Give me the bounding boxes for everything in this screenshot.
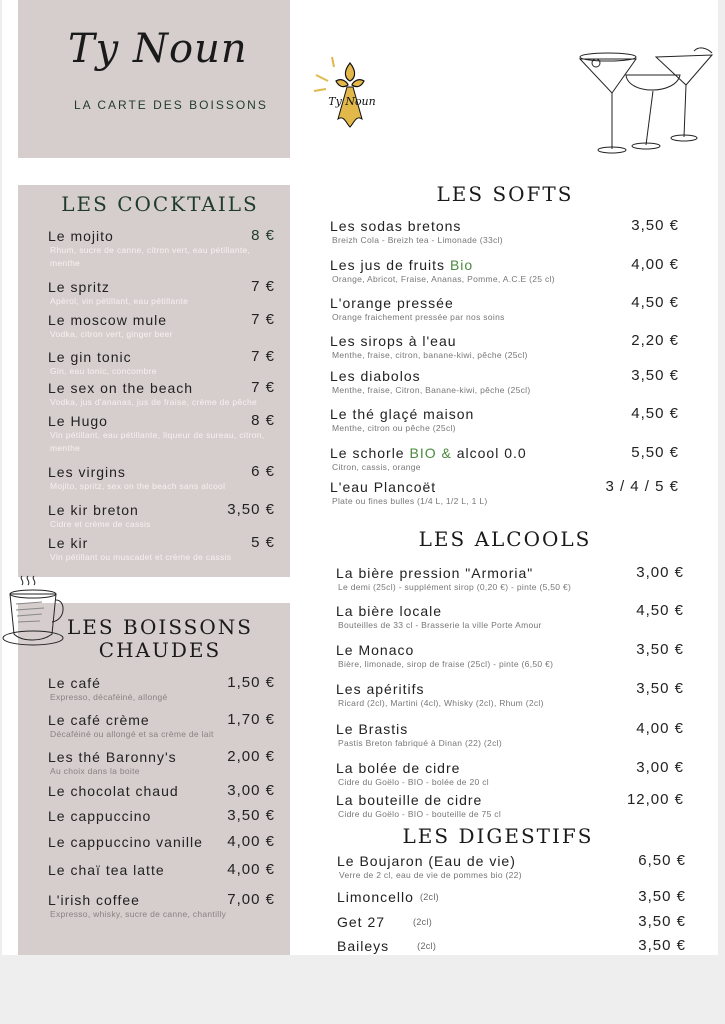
item-description: Expresso, décaféiné, allongé (50, 692, 168, 702)
item-price: 4,00 € (636, 720, 684, 737)
hot-item-name (48, 807, 151, 825)
item-price: 3,00 € (636, 564, 684, 581)
item-price: 1,70 € (227, 711, 275, 728)
item-description: Verre de 2 cl, eau de vie de pommes bio (22) (339, 870, 522, 880)
item-name: Le chocolat chaud (48, 783, 179, 799)
item-price: 3,50 € (638, 937, 686, 954)
item-description: Gin, eau tonic, concombre (50, 366, 157, 376)
item-price: 4,00 € (631, 256, 679, 273)
section-title-softs: LES SOFTS (436, 182, 574, 206)
item-description: Vin pétillant, eau pétillante, liqueur de sureau, citron, menthe (50, 430, 265, 453)
softs-item-name (330, 478, 436, 496)
softs-item-name (330, 294, 454, 312)
cocktails-item-name (48, 348, 132, 366)
item-description: Menthe, fraise, Citron, Banane-kiwi, pêche (25cl) (332, 385, 531, 395)
alcools-item-name (336, 791, 482, 809)
item-price: 1,50 € (227, 674, 275, 691)
item-description: Rhum, sucre de canne, citron vert, eau pétillante, menthe (50, 245, 251, 268)
item-name: Le mojito (48, 228, 114, 244)
item-description: Cidre du Goëlo - BIO - bouteille de 75 cl (338, 809, 502, 819)
hot-item-name (48, 891, 140, 909)
cocktails-item-name (48, 501, 139, 519)
item-description: Breizh Cola - Breizh tea - Limonade (33cl) (332, 235, 503, 245)
hot-item-name (48, 782, 179, 800)
item-name: Le kir (48, 535, 89, 551)
section-title-hot-line2: CHAUDES (98, 638, 222, 662)
item-name: Le gin tonic (48, 349, 132, 365)
item-name: La bière locale (336, 603, 443, 619)
item-name: Le spritz (48, 279, 110, 295)
item-price: 3,50 € (631, 217, 679, 234)
alcools-item-name (336, 564, 533, 582)
cocktails-item-name (48, 534, 88, 552)
item-name: Le Monaco (336, 642, 415, 658)
item-price: 4,00 € (227, 833, 275, 850)
item-name: Les thé Baronny's (48, 749, 177, 765)
item-price: 4,50 € (631, 294, 679, 311)
item-description: Ricard (2cl), Martini (4cl), Whisky (2cl), Rhum (2cl) (338, 698, 544, 708)
item-name-accent: Bio (449, 257, 474, 273)
item-description: Vodka, jus d'ananas, jus de fraise, crème de pêche (50, 397, 258, 407)
cocktails-item-name (48, 311, 167, 329)
cocktails-item-name (48, 278, 110, 296)
alcools-item-name (336, 680, 424, 698)
item-name-suffix: alcool 0.0 (451, 445, 527, 461)
item-description: Expresso, whisky, sucre de canne, chantilly (50, 909, 227, 919)
cocktail-glasses-illustration (576, 45, 716, 155)
menu-page (2, 0, 718, 955)
hot-item-name (48, 748, 177, 766)
digestifs-item-name (337, 937, 436, 955)
item-description: Cidre et crème de cassis (50, 519, 151, 529)
item-price: 7 € (251, 311, 275, 328)
item-price: 4,00 € (227, 861, 275, 878)
hot-item-name (48, 833, 203, 851)
item-description: Menthe, citron ou pêche (25cl) (332, 423, 456, 433)
item-name: Les apéritifs (336, 681, 425, 697)
item-price: 2,20 € (631, 332, 679, 349)
item-description: Orange fraichement pressée par nos soins (332, 312, 505, 322)
alcools-item-name (336, 602, 442, 620)
hot-item-name (48, 861, 165, 879)
softs-item-name (330, 332, 457, 350)
hot-item-name (48, 674, 101, 692)
softs-item-name (330, 217, 461, 235)
item-price: 3,00 € (227, 782, 275, 799)
softs-item-name (330, 444, 527, 462)
brand-title: Ty Noun (68, 26, 248, 72)
item-name: Le Hugo (48, 413, 108, 429)
item-name: Les virgins (48, 464, 126, 480)
item-description: Vin pétillant ou muscadet et crème de cassis (50, 552, 232, 562)
item-price: 8 € (251, 227, 275, 244)
item-name: Les sirops à l'eau (330, 333, 457, 349)
section-title-digestifs: LES DIGESTIFS (402, 824, 594, 848)
item-price: 7 € (251, 379, 275, 396)
softs-item-name (330, 256, 473, 274)
header-panel (18, 0, 290, 158)
item-price: 3,50 € (227, 501, 275, 518)
alcools-item-name (336, 641, 414, 659)
softs-item-name (330, 367, 421, 385)
item-name: Le café (48, 675, 101, 691)
section-title-hot-line1: LES BOISSONS (67, 615, 253, 639)
alcools-item-name (336, 720, 408, 738)
item-price: 3,50 € (227, 807, 275, 824)
item-price: 6,50 € (638, 852, 686, 869)
item-name: L'eau Plancoët (330, 479, 437, 495)
item-description: Pastis Breton fabriqué à Dinan (22) (2cl) (338, 738, 502, 748)
section-title-alcools: LES ALCOOLS (418, 527, 592, 551)
cocktails-item-name (48, 227, 114, 245)
item-price: 2,00 € (227, 748, 275, 765)
item-price: 3,50 € (638, 888, 686, 905)
item-name: Get 27 (337, 914, 386, 930)
item-name: Le Brastis (336, 721, 409, 737)
item-name: Le moscow mule (48, 312, 168, 328)
item-name: La bouteille de cidre (336, 792, 483, 808)
item-description: Le demi (25cl) - supplément sirop (0,20 €) - pinte (5,50 €) (338, 582, 572, 592)
item-price: 6 € (251, 463, 275, 480)
item-name: Le cappuccino vanille (48, 834, 203, 850)
item-description: Plate ou fines bulles (1/4 L, 1/2 L, 1 L) (332, 496, 488, 506)
item-price: 3 / 4 / 5 € (605, 478, 679, 495)
item-name: Limoncello (337, 889, 414, 905)
item-description: Citron, cassis, orange (332, 462, 421, 472)
item-price: 3,50 € (638, 913, 686, 930)
item-volume-note: (2cl) (417, 941, 437, 951)
item-price: 7 € (251, 348, 275, 365)
ty-noun-logo (312, 55, 392, 135)
logo-text: Ty Noun (328, 95, 376, 108)
cocktails-item-name (48, 412, 108, 430)
item-description: Bière, limonade, sirop de fraise (25cl) - pinte (6,50 €) (338, 659, 554, 669)
item-volume-note: (2cl) (413, 917, 433, 927)
hot-item-name (48, 711, 150, 729)
digestifs-item-name (337, 852, 516, 870)
item-name: Les sodas bretons (330, 218, 462, 234)
item-name: La bolée de cidre (336, 760, 461, 776)
item-name: Le schorle (330, 445, 410, 461)
item-price: 8 € (251, 412, 275, 429)
item-price: 7 € (251, 278, 275, 295)
item-name: Le chaï tea latte (48, 862, 165, 878)
item-price: 3,50 € (636, 680, 684, 697)
item-name: Les diabolos (330, 368, 421, 384)
item-name: Les jus de fruits (330, 257, 450, 273)
item-name-accent: BIO & (409, 445, 452, 461)
item-name: Le cappuccino (48, 808, 152, 824)
item-name: Le sex on the beach (48, 380, 194, 396)
item-price: 3,50 € (631, 367, 679, 384)
item-price: 4,50 € (636, 602, 684, 619)
alcools-item-name (336, 759, 460, 777)
item-description: Vodka, citron vert, ginger beer (50, 329, 173, 339)
section-title-cocktails: LES COCKTAILS (61, 192, 259, 216)
item-name: La bière pression "Armoria" (336, 565, 534, 581)
item-description: Décaféiné ou allongé et sa crème de lait (50, 729, 214, 739)
item-price: 5,50 € (631, 444, 679, 461)
digestifs-item-name (337, 913, 432, 931)
softs-item-name (330, 405, 474, 423)
item-description: Cidre du Goëlo - BIO - bolée de 20 cl (338, 777, 489, 787)
coffee-cup-icon (2, 572, 68, 648)
item-description: Menthe, fraise, citron, banane-kiwi, pêche (25cl) (332, 350, 528, 360)
item-price: 4,50 € (631, 405, 679, 422)
item-name: L'orange pressée (330, 295, 454, 311)
item-name: L'irish coffee (48, 892, 140, 908)
digestifs-item-name (337, 888, 439, 906)
item-price: 3,00 € (636, 759, 684, 776)
item-name: Le kir breton (48, 502, 139, 518)
cocktails-item-name (48, 463, 126, 481)
item-price: 12,00 € (626, 791, 684, 808)
item-description: Mojito, spritz, sex on the beach sans alcool (50, 481, 226, 491)
item-price: 5 € (251, 534, 275, 551)
item-price: 3,50 € (636, 641, 684, 658)
menu-subtitle: LA CARTE DES BOISSONS (74, 98, 268, 112)
item-price: 7,00 € (227, 891, 275, 908)
item-name: Baileys (337, 938, 390, 954)
item-description: Apérol, vin pétillant, eau pétillante (50, 296, 189, 306)
cocktails-item-name (48, 379, 193, 397)
item-name: Le Boujaron (Eau de vie) (337, 853, 516, 869)
item-description: Au choix dans la boite (50, 766, 140, 776)
item-name: Le café crème (48, 712, 150, 728)
item-name: Le thé glaçé maison (330, 406, 475, 422)
item-description: Bouteilles de 33 cl - Brasserie la ville Porte Amour (338, 620, 542, 630)
item-volume-note: (2cl) (419, 892, 439, 902)
item-description: Orange, Abricot, Fraise, Ananas, Pomme, A.C.E (25 cl) (332, 274, 555, 284)
